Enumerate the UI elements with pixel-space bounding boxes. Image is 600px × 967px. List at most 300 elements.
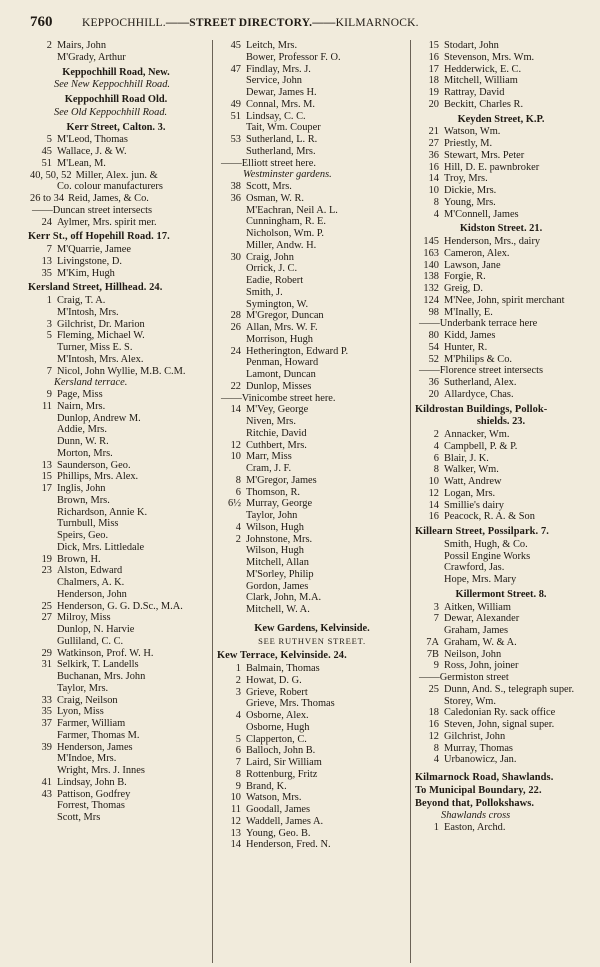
directory-entry bbox=[413, 126, 589, 138]
house-number bbox=[26, 589, 57, 601]
house-number: 8 bbox=[433, 742, 439, 754]
directory-entry bbox=[215, 404, 409, 416]
resident-name: Farmer, Thomas M. bbox=[57, 729, 140, 741]
house-number bbox=[215, 545, 246, 557]
house-number bbox=[26, 413, 57, 425]
resident-name: Dick, Mrs. Littledale bbox=[57, 541, 145, 553]
directory-entry bbox=[26, 471, 206, 483]
resident-name: Ritchie, David bbox=[246, 427, 307, 439]
house-number: 13 bbox=[41, 255, 52, 267]
street-heading: Kidston Street. 21. bbox=[459, 223, 543, 235]
house-number: 4 bbox=[235, 710, 241, 721]
house-number: 54 bbox=[428, 341, 439, 353]
house-number bbox=[26, 495, 57, 507]
directory-entry bbox=[413, 138, 589, 150]
intersection-note: ——Florence street intersects bbox=[419, 365, 544, 377]
resident-name: M'Sorley, Philip bbox=[246, 568, 314, 580]
resident-name: Wright, Mrs. J. Innes bbox=[57, 765, 145, 776]
directory-entry bbox=[215, 804, 409, 816]
house-number: 25 bbox=[428, 683, 439, 695]
resident-name: Dunlop, Misses bbox=[246, 380, 312, 392]
resident-name: Morton, Mrs. bbox=[57, 447, 113, 459]
resident-name: Forrest, Thomas bbox=[57, 800, 125, 812]
directory-entry bbox=[26, 777, 206, 789]
resident-name: Craig, John bbox=[246, 251, 294, 263]
directory-entry bbox=[215, 545, 409, 557]
resident-name: Henderson, John bbox=[57, 588, 127, 600]
house-number: 14 bbox=[230, 839, 241, 851]
resident-name: Clapperton, C. bbox=[246, 733, 307, 745]
directory-entry bbox=[413, 283, 589, 295]
resident-name: Graham, James bbox=[444, 625, 509, 636]
directory-entry bbox=[26, 424, 206, 436]
directory-entry bbox=[413, 209, 589, 221]
house-number bbox=[26, 181, 57, 193]
intersection-note: ——Duncan street intersects bbox=[32, 204, 153, 216]
house-number: 52 bbox=[428, 353, 439, 365]
resident-name: Nairn, Mrs. bbox=[57, 400, 106, 412]
directory-entry bbox=[413, 173, 589, 185]
directory-entry bbox=[26, 495, 206, 507]
house-number: 35 bbox=[41, 706, 52, 718]
resident-name: Sutherland, Mrs. bbox=[246, 145, 316, 157]
house-number: 24 bbox=[230, 345, 241, 357]
house-number bbox=[26, 765, 57, 777]
resident-name: Neilson, John bbox=[444, 648, 502, 660]
resident-name: Murray, George bbox=[246, 498, 313, 510]
directory-entry bbox=[413, 236, 589, 248]
house-number: 26 to 34 bbox=[30, 193, 65, 204]
house-number: 30 bbox=[230, 251, 241, 263]
resident-name: Service, John bbox=[246, 75, 302, 87]
house-number: 9 bbox=[46, 389, 52, 400]
street-heading: Killearn Street, Possilpark. 7. bbox=[415, 526, 549, 537]
house-number: 16 bbox=[428, 719, 439, 730]
directory-entry bbox=[413, 625, 589, 637]
house-number: 51 bbox=[41, 157, 52, 169]
directory-entry bbox=[413, 476, 589, 488]
house-number: 41 bbox=[41, 776, 52, 788]
house-number bbox=[215, 592, 246, 604]
resident-name: M'Nee, John, spirit merchant bbox=[444, 294, 565, 306]
house-number: 138 bbox=[423, 271, 439, 283]
directory-entry bbox=[26, 812, 206, 824]
street-heading: Kew Gardens, Kelvinside. bbox=[254, 622, 370, 634]
street-heading: Keyden Street, K.P. bbox=[457, 113, 545, 125]
resident-name: Sutherland, L. R. bbox=[246, 134, 318, 145]
directory-entry bbox=[215, 510, 409, 522]
house-number: 19 bbox=[41, 553, 52, 565]
directory-entry bbox=[26, 530, 206, 542]
house-number: 40, 50, 52 bbox=[30, 169, 72, 181]
directory-entry bbox=[26, 413, 206, 425]
house-number: 6 bbox=[235, 486, 241, 498]
directory-entry bbox=[26, 181, 206, 193]
directory-entry bbox=[413, 87, 589, 99]
directory-entry bbox=[413, 660, 589, 672]
resident-name: Eadie, Robert bbox=[246, 275, 304, 286]
directory-entry bbox=[215, 604, 409, 616]
house-number bbox=[215, 52, 246, 64]
directory-entry bbox=[215, 710, 409, 722]
directory-entry bbox=[215, 381, 409, 393]
directory-entry bbox=[26, 295, 206, 307]
street-heading: Kew Terrace, Kelvinside. 24. bbox=[217, 650, 347, 662]
resident-name: Beckitt, Charles R. bbox=[444, 98, 524, 110]
resident-name: Hunter, R. bbox=[444, 341, 488, 353]
directory-entry bbox=[215, 263, 409, 275]
resident-name: Selkirk, T. Landells bbox=[57, 659, 139, 671]
entry-continuation: Crawford, Jas. bbox=[444, 562, 505, 574]
resident-name: Taylor, John bbox=[246, 510, 298, 521]
directory-entry bbox=[215, 440, 409, 452]
directory-entry bbox=[26, 330, 206, 342]
house-number bbox=[26, 683, 57, 695]
directory-entry bbox=[413, 719, 589, 731]
terrace-subheading: Westminster gardens. bbox=[243, 169, 332, 181]
resident-name: M'Grady, Arthur bbox=[57, 51, 126, 63]
directory-entry bbox=[413, 377, 589, 389]
resident-name: Kidd, James bbox=[444, 330, 496, 341]
house-number bbox=[26, 52, 57, 64]
resident-name: Waddell, James A. bbox=[246, 815, 324, 827]
resident-name: M'Philips & Co. bbox=[444, 353, 512, 365]
directory-entry bbox=[26, 742, 206, 754]
house-number: 16 bbox=[428, 511, 439, 523]
directory-entry bbox=[26, 507, 206, 519]
resident-name: Lawson, Jane bbox=[444, 259, 501, 271]
resident-name: Henderson, Fred. N. bbox=[246, 839, 331, 851]
house-number: 45 bbox=[230, 40, 241, 51]
directory-entry bbox=[413, 307, 589, 319]
resident-name: Niven, Mrs. bbox=[246, 416, 296, 427]
resident-name: Annacker, Wm. bbox=[444, 429, 510, 440]
house-number bbox=[215, 122, 246, 134]
resident-name: M'Inally, E. bbox=[444, 306, 493, 318]
directory-entry bbox=[215, 193, 409, 205]
house-number: 8 bbox=[235, 768, 241, 780]
directory-entry bbox=[215, 334, 409, 346]
directory-entry bbox=[215, 839, 409, 851]
directory-entry bbox=[215, 463, 409, 475]
house-number bbox=[215, 557, 246, 569]
house-number: 10 bbox=[230, 451, 241, 463]
directory-entry bbox=[215, 828, 409, 840]
resident-name: Pattison, Godfrey bbox=[57, 788, 131, 800]
resident-name: Henderson, Mrs., dairy bbox=[444, 236, 541, 247]
resident-name: Henderson, James bbox=[57, 741, 133, 753]
street-heading-cont: Beyond that, Pollokshaws. bbox=[415, 797, 535, 809]
directory-entry bbox=[215, 87, 409, 99]
resident-name: Steven, John, signal super. bbox=[444, 719, 555, 730]
directory-entry bbox=[413, 271, 589, 283]
house-number: 14 bbox=[428, 173, 439, 185]
directory-entry bbox=[215, 816, 409, 828]
directory-entry bbox=[215, 781, 409, 793]
directory-entry bbox=[413, 185, 589, 197]
resident-name: Gordon, James bbox=[246, 580, 309, 592]
resident-name: Troy, Mrs. bbox=[444, 173, 488, 185]
resident-name: Nicol, John Wyllie, M.B. C.M. bbox=[57, 365, 186, 377]
directory-entry bbox=[215, 534, 409, 546]
street-heading-cont: shields. 23. bbox=[476, 416, 526, 428]
directory-entry bbox=[413, 342, 589, 354]
resident-name: M'Connell, James bbox=[444, 208, 519, 220]
running-title bbox=[82, 17, 419, 29]
street-heading: Kerr Street, Calton. 3. bbox=[66, 121, 166, 133]
resident-name: M'Intosh, Mrs. Alex. bbox=[57, 353, 144, 365]
house-number: 17 bbox=[428, 63, 439, 75]
resident-name: Taylor, Mrs. bbox=[57, 682, 109, 694]
directory-entry bbox=[413, 75, 589, 87]
house-number: 11 bbox=[230, 804, 241, 815]
directory-entry bbox=[26, 706, 206, 718]
directory-entry bbox=[215, 275, 409, 287]
directory-entry bbox=[26, 460, 206, 472]
resident-name: Chalmers, A. K. bbox=[57, 577, 125, 588]
entry-continuation: Smith, Hugh, & Co. bbox=[444, 538, 528, 550]
entry-continuation: Possil Engine Works bbox=[444, 550, 531, 562]
house-number: 7 bbox=[433, 613, 439, 625]
resident-name: Watt, Andrew bbox=[444, 476, 502, 487]
house-number: 13 bbox=[41, 459, 52, 471]
resident-name: Findlay, Mrs. J. bbox=[246, 63, 311, 75]
house-number: 37 bbox=[41, 718, 52, 729]
house-number bbox=[215, 228, 246, 240]
house-number: 15 bbox=[428, 40, 439, 51]
resident-name: Aitken, William bbox=[444, 601, 511, 613]
resident-name: M'Gregor, Duncan bbox=[246, 310, 324, 322]
house-number: 1 bbox=[433, 822, 439, 833]
see-reference: SEE RUTHVEN STREET. bbox=[258, 635, 366, 646]
house-number: 16 bbox=[428, 51, 439, 63]
directory-entry bbox=[413, 754, 589, 766]
resident-name: Storey, Wm. bbox=[444, 695, 496, 707]
directory-entry bbox=[26, 659, 206, 671]
directory-entry bbox=[26, 217, 206, 229]
resident-name: Turner, Miss E. S. bbox=[57, 342, 133, 353]
directory-entry bbox=[413, 197, 589, 209]
directory-entry bbox=[26, 307, 206, 319]
directory-entry bbox=[413, 649, 589, 661]
resident-name: Thomson, R. bbox=[246, 486, 300, 498]
directory-entry bbox=[215, 557, 409, 569]
resident-name: Wilson, Hugh bbox=[246, 545, 304, 557]
resident-name: Dickie, Mrs. bbox=[444, 185, 497, 196]
house-number bbox=[26, 354, 57, 366]
directory-entry bbox=[215, 663, 409, 675]
resident-name: Livingstone, D. bbox=[57, 255, 122, 267]
house-number bbox=[26, 671, 57, 683]
resident-name: Watson, Mrs. bbox=[246, 792, 302, 804]
house-number: 10 bbox=[230, 792, 241, 804]
directory-entry bbox=[215, 722, 409, 734]
house-number: 145 bbox=[423, 236, 439, 247]
intersection-note: ——Vinicombe street here. bbox=[221, 392, 336, 404]
directory-entry bbox=[26, 319, 206, 331]
directory-entry bbox=[413, 295, 589, 307]
street-heading: Kersland Street, Hillhead. 24. bbox=[28, 282, 163, 294]
resident-name: Rottenburg, Fritz bbox=[246, 768, 318, 780]
entry-continuation: Hope, Mrs. Mary bbox=[444, 574, 517, 585]
house-number: 14 bbox=[428, 499, 439, 511]
resident-name: Allardyce, Chas. bbox=[444, 388, 514, 400]
resident-name: M'Indoe, Mrs. bbox=[57, 753, 117, 765]
house-number bbox=[26, 636, 57, 648]
resident-name: Dewar, Alexander bbox=[444, 613, 520, 625]
street-heading: Kerr St., off Hopehill Road. 17. bbox=[28, 231, 170, 243]
house-number: 132 bbox=[423, 283, 439, 294]
resident-name: Grieve, Robert bbox=[246, 686, 308, 698]
intersection-note: ——Germiston street bbox=[419, 672, 509, 683]
house-number: 9 bbox=[235, 780, 241, 792]
house-number bbox=[215, 698, 246, 710]
directory-entry bbox=[413, 441, 589, 453]
house-number bbox=[215, 146, 246, 158]
house-number: 6 bbox=[433, 452, 439, 464]
directory-entry bbox=[215, 569, 409, 581]
house-number bbox=[26, 624, 57, 636]
house-number: 18 bbox=[428, 707, 439, 719]
house-number bbox=[26, 424, 57, 436]
directory-entry bbox=[413, 64, 589, 76]
house-number: 12 bbox=[230, 815, 241, 827]
title-middle: ——STREET DIRECTORY.—— bbox=[165, 17, 336, 29]
directory-entry bbox=[215, 310, 409, 322]
house-number: 38 bbox=[230, 181, 241, 192]
resident-name: Miller, Andw. H. bbox=[246, 239, 317, 251]
house-number: 5 bbox=[46, 330, 52, 342]
house-number: 22 bbox=[230, 380, 241, 392]
directory-entry bbox=[26, 448, 206, 460]
house-number bbox=[26, 800, 57, 812]
resident-name: Peacock, R. A. & Son bbox=[444, 511, 535, 523]
house-number: 12 bbox=[230, 439, 241, 451]
house-number: 5 bbox=[46, 134, 52, 146]
house-number: 7 bbox=[46, 244, 52, 255]
directory-entry bbox=[215, 134, 409, 146]
directory-entry bbox=[26, 170, 206, 182]
directory-entry bbox=[215, 745, 409, 757]
house-number: 4 bbox=[433, 754, 439, 766]
directory-entry bbox=[215, 346, 409, 358]
resident-name: Lamont, Duncan bbox=[246, 369, 316, 380]
street-heading-cont: To Municipal Boundary, 22. bbox=[415, 784, 542, 796]
house-number: 2 bbox=[235, 674, 241, 686]
house-number: 14 bbox=[230, 404, 241, 416]
house-number bbox=[215, 205, 246, 217]
directory-entry bbox=[26, 366, 206, 378]
resident-name: M'Quarrie, Jamee bbox=[57, 244, 131, 255]
directory-entry bbox=[26, 671, 206, 683]
house-number: 16 bbox=[428, 161, 439, 173]
house-number: 21 bbox=[428, 126, 439, 138]
street-heading: Killermont Street. 8. bbox=[455, 588, 547, 600]
house-number: 27 bbox=[41, 612, 52, 624]
house-number: 51 bbox=[230, 110, 241, 122]
directory-entry bbox=[26, 389, 206, 401]
house-number: 12 bbox=[428, 730, 439, 742]
house-number: 49 bbox=[230, 98, 241, 110]
resident-name: Buchanan, Mrs. John bbox=[57, 671, 146, 682]
resident-name: Forgie, R. bbox=[444, 271, 486, 283]
directory-entry bbox=[413, 248, 589, 260]
resident-name: Cunningham, R. E. bbox=[246, 216, 326, 228]
resident-name: Scott, Mrs bbox=[57, 812, 101, 823]
house-number bbox=[215, 216, 246, 228]
directory-entry bbox=[413, 696, 589, 708]
resident-name: Balmain, Thomas bbox=[246, 663, 320, 674]
resident-name: Young, Geo. B. bbox=[246, 827, 311, 839]
resident-name: Hill, D. E. pawnbroker bbox=[444, 161, 540, 173]
house-number: 24 bbox=[41, 216, 52, 228]
resident-name: Allan, Mrs. W. F. bbox=[246, 322, 318, 333]
resident-name: Brand, K. bbox=[246, 780, 287, 792]
directory-entry bbox=[26, 158, 206, 170]
house-number: 19 bbox=[428, 87, 439, 98]
resident-name: Mitchell, Allan bbox=[246, 557, 309, 568]
resident-name: Blair, J. K. bbox=[444, 452, 489, 464]
house-number: 36 bbox=[428, 149, 439, 161]
resident-name: Speirs, Geo. bbox=[57, 530, 109, 541]
house-number: 20 bbox=[428, 388, 439, 400]
directory-entry bbox=[26, 718, 206, 730]
house-number: 28 bbox=[230, 310, 241, 322]
directory-entry bbox=[26, 193, 206, 205]
directory-entry bbox=[26, 256, 206, 268]
directory-entry bbox=[26, 244, 206, 256]
directory-entry bbox=[215, 357, 409, 369]
directory-entry bbox=[215, 757, 409, 769]
directory-entry bbox=[215, 205, 409, 217]
house-number: 20 bbox=[428, 98, 439, 110]
directory-entry bbox=[215, 99, 409, 111]
resident-name: Henderson, G. G. D.Sc., M.A. bbox=[57, 600, 183, 612]
house-number bbox=[215, 263, 246, 275]
directory-entry bbox=[26, 342, 206, 354]
resident-name: Cameron, Alex. bbox=[444, 247, 510, 259]
resident-name: Marr, Miss bbox=[246, 451, 292, 463]
directory-entry bbox=[215, 734, 409, 746]
resident-name: Farmer, William bbox=[57, 718, 126, 729]
directory-entry bbox=[215, 40, 409, 52]
directory-entry bbox=[413, 354, 589, 366]
resident-name: Stevenson, Mrs. Wm. bbox=[444, 51, 535, 63]
resident-name: Mitchell, William bbox=[444, 75, 518, 87]
resident-name: Caledonian Ry. sack office bbox=[444, 707, 556, 719]
directory-entry bbox=[26, 577, 206, 589]
directory-entry bbox=[26, 554, 206, 566]
house-number: 6 bbox=[235, 745, 241, 757]
house-number bbox=[215, 87, 246, 99]
resident-name: Scott, Mrs. bbox=[246, 181, 292, 192]
directory-entry bbox=[26, 648, 206, 660]
directory-entry bbox=[413, 150, 589, 162]
house-number bbox=[26, 530, 57, 542]
resident-name: Laird, Sir William bbox=[246, 757, 322, 768]
house-number: 39 bbox=[41, 741, 52, 753]
intersection-note: ——Elliott street here. bbox=[221, 157, 316, 169]
resident-name: Orrick, J. C. bbox=[246, 263, 298, 275]
house-number: 5 bbox=[235, 733, 241, 745]
house-number: 8 bbox=[235, 474, 241, 486]
resident-name: M'Leod, Thomas bbox=[57, 134, 128, 146]
directory-entry bbox=[26, 40, 206, 52]
directory-entry bbox=[413, 684, 589, 696]
resident-name: Wallace, J. & W. bbox=[57, 146, 127, 157]
house-number: 10 bbox=[428, 476, 439, 487]
house-number: 18 bbox=[428, 75, 439, 87]
